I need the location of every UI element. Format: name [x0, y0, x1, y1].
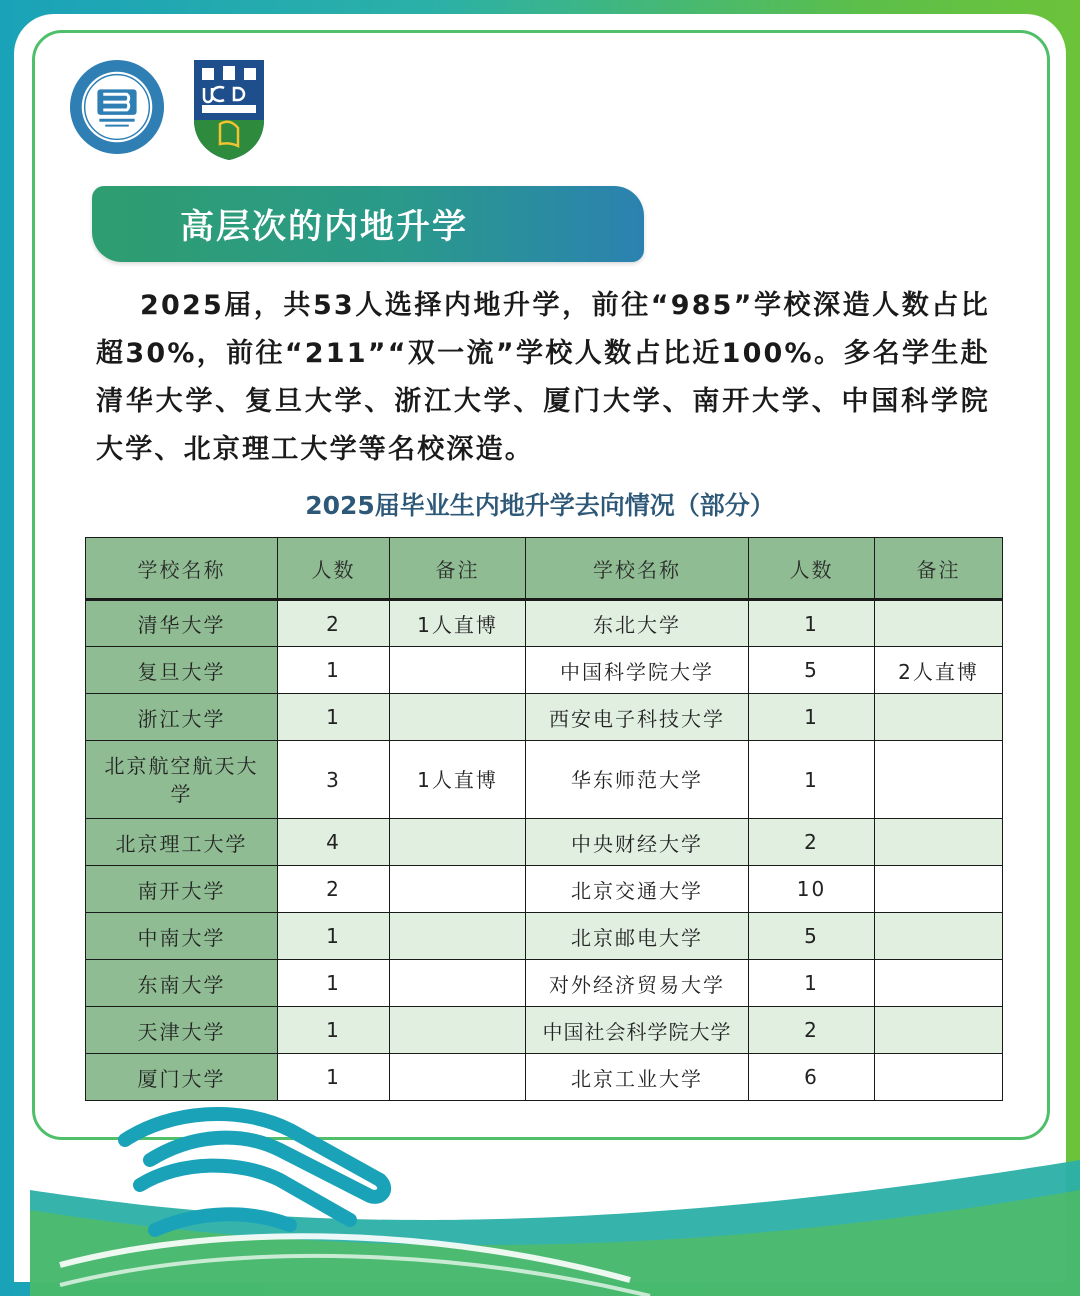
column-header: 学校名称: [526, 538, 749, 600]
note-cell: [875, 960, 1003, 1007]
count-cell: 6: [749, 1054, 875, 1101]
note-cell: [875, 1054, 1003, 1101]
school-name-cell: 北京邮电大学: [526, 913, 749, 960]
count-cell: 2: [749, 819, 875, 866]
note-cell: [390, 819, 526, 866]
bjut-logo: [68, 58, 166, 156]
table-title: 2025届毕业生内地升学去向情况（部分）: [305, 491, 775, 520]
count-cell: 1: [278, 1007, 390, 1054]
school-name-cell: 中国科学院大学: [526, 647, 749, 694]
note-cell: [390, 1054, 526, 1101]
school-name-cell: 东南大学: [86, 960, 278, 1007]
note-cell: [390, 913, 526, 960]
note-cell: [390, 866, 526, 913]
note-cell: [875, 866, 1003, 913]
note-cell: [390, 960, 526, 1007]
count-cell: 5: [749, 913, 875, 960]
note-cell: 2人直博: [875, 647, 1003, 694]
note-cell: [390, 647, 526, 694]
school-name-cell: 华东师范大学: [526, 741, 749, 819]
table-row: [86, 913, 1003, 960]
note-cell: [390, 1007, 526, 1054]
count-cell: 4: [278, 819, 390, 866]
count-cell: 1: [749, 741, 875, 819]
column-header: 备注: [875, 538, 1003, 600]
note-cell: [875, 1007, 1003, 1054]
count-cell: 2: [278, 600, 390, 647]
count-cell: 1: [278, 647, 390, 694]
note-cell: 1人直博: [390, 741, 526, 819]
table-row: [86, 694, 1003, 741]
school-name-cell: 复旦大学: [86, 647, 278, 694]
count-cell: 1: [749, 960, 875, 1007]
table-header-row: [86, 538, 1003, 600]
school-name-cell: 西安电子科技大学: [526, 694, 749, 741]
school-name-cell: 北京航空航天大学: [86, 741, 278, 819]
table-row: [86, 960, 1003, 1007]
count-cell: 2: [749, 1007, 875, 1054]
count-cell: 3: [278, 741, 390, 819]
school-name-cell: 中南大学: [86, 913, 278, 960]
table-row: [86, 866, 1003, 913]
section-title: 高层次的内地升学: [180, 207, 468, 247]
table-row: [86, 1054, 1003, 1101]
ucd-logo: [192, 58, 266, 162]
table-row: [86, 1007, 1003, 1054]
section-banner: [92, 186, 644, 262]
school-name-cell: 北京理工大学: [86, 819, 278, 866]
table-row: [86, 647, 1003, 694]
school-name-cell: 厦门大学: [86, 1054, 278, 1101]
note-cell: [875, 913, 1003, 960]
intro-paragraph: 2025届，共53人选择内地升学，前往“985”学校深造人数占比超30%，前往“211”“双一流”学校人数占比近100%。多名学生赴清华大学、复旦大学、浙江大学、厦门大学、南开大学、中国科学院大学、北京理工大学等名校深造。: [96, 290, 990, 465]
school-name-cell: 北京工业大学: [526, 1054, 749, 1101]
column-header: 学校名称: [86, 538, 278, 600]
count-cell: 5: [749, 647, 875, 694]
count-cell: 2: [278, 866, 390, 913]
school-name-cell: 中国社会科学院大学: [526, 1007, 749, 1054]
school-name-cell: 清华大学: [86, 600, 278, 647]
note-cell: [875, 600, 1003, 647]
note-cell: [875, 819, 1003, 866]
count-cell: 1: [749, 600, 875, 647]
count-cell: 10: [749, 866, 875, 913]
note-cell: [875, 694, 1003, 741]
count-cell: 1: [278, 960, 390, 1007]
column-header: 人数: [749, 538, 875, 600]
column-header: 人数: [278, 538, 390, 600]
school-name-cell: 天津大学: [86, 1007, 278, 1054]
count-cell: 1: [278, 1054, 390, 1101]
table-row: [86, 600, 1003, 647]
school-name-cell: 中央财经大学: [526, 819, 749, 866]
table-row: [86, 741, 1003, 819]
school-name-cell: 南开大学: [86, 866, 278, 913]
table-row: [86, 819, 1003, 866]
logo-row: [68, 58, 266, 162]
book-decoration: [30, 1100, 1080, 1296]
count-cell: 1: [749, 694, 875, 741]
school-name-cell: 对外经济贸易大学: [526, 960, 749, 1007]
note-cell: [875, 741, 1003, 819]
count-cell: 1: [278, 913, 390, 960]
destination-table: [85, 537, 1003, 1101]
note-cell: [390, 694, 526, 741]
note-cell: 1人直博: [390, 600, 526, 647]
school-name-cell: 东北大学: [526, 600, 749, 647]
count-cell: 1: [278, 694, 390, 741]
column-header: 备注: [390, 538, 526, 600]
school-name-cell: 浙江大学: [86, 694, 278, 741]
school-name-cell: 北京交通大学: [526, 866, 749, 913]
